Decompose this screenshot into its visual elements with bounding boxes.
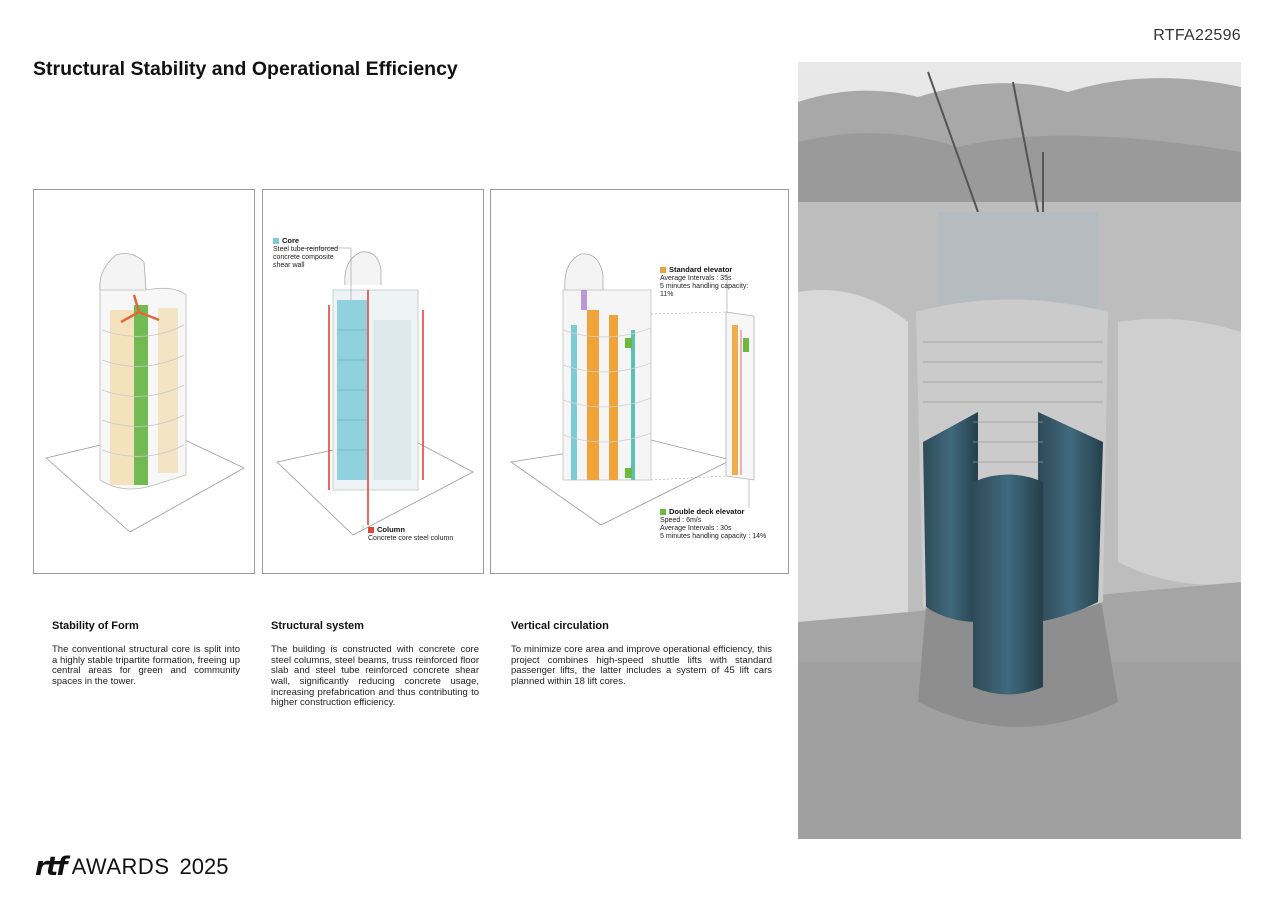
section-heading: Stability of Form xyxy=(52,620,139,632)
section-heading: Structural system xyxy=(271,620,364,632)
section-vertical-circulation xyxy=(511,620,772,688)
page-title: Structural Stability and Operational Efficiency xyxy=(33,58,458,80)
section-heading: Vertical circulation xyxy=(511,620,609,632)
double-deck-desc: Speed : 6m/s Average Intervals : 30s 5 minutes handling capacity : 14% xyxy=(660,516,767,540)
section-body: The conventional structural core is split into a highly stable tripartite formation, freeing up central areas for green and community spaces in the tower. xyxy=(52,644,240,687)
tripartite-tower-diagram xyxy=(34,190,255,574)
rtf-logo: rtf xyxy=(35,852,66,882)
section-body: To minimize core area and improve operational efficiency, this project combines high-speed shuttle lifts with standard passenger lifts, the latter includes a system of 45 lift cars planned within 18 lift cores. xyxy=(511,644,772,687)
section-stability-of-form xyxy=(52,620,240,688)
standard-elevator-label: Standard elevator xyxy=(669,265,733,274)
tower-photo-illustration xyxy=(798,62,1241,839)
column-swatch xyxy=(368,527,374,533)
core-swatch xyxy=(273,238,279,244)
section-body: The building is constructed with concrete core steel columns, steel beams, truss reinforced floor slab and steel tube reinforced concrete shear wall, significantly reducing concrete usage, increasing prefabrication and thus contributing to higher construction efficiency. xyxy=(271,644,479,709)
diagram-structural-system xyxy=(262,189,484,574)
awards-year: 2025 xyxy=(179,854,229,879)
core-desc: Steel tube-reinforced concrete composite shear wall xyxy=(273,245,338,269)
standard-elevator-legend xyxy=(660,266,750,299)
core-label: Core xyxy=(282,236,300,245)
double-deck-swatch xyxy=(660,509,666,515)
project-code: RTFA22596 xyxy=(1153,27,1241,44)
tower-construction-photo xyxy=(798,62,1241,839)
section-structural-system xyxy=(271,620,479,709)
standard-elevator-desc: Average Intervals : 35s 5 minutes handling capacity: 11% xyxy=(660,274,749,298)
diagram-stability-of-form xyxy=(33,189,255,574)
column-desc: Concrete core steel column xyxy=(368,534,454,542)
diagram-vertical-circulation xyxy=(490,189,789,574)
column-label: Column xyxy=(377,525,405,534)
rtf-awards-brand xyxy=(35,852,228,882)
standard-elevator-swatch xyxy=(660,267,666,273)
column-legend xyxy=(368,526,480,543)
awards-label: AWARDS xyxy=(71,854,170,879)
double-deck-legend xyxy=(660,508,785,541)
core-legend xyxy=(273,237,353,270)
double-deck-label: Double deck elevator xyxy=(669,507,745,516)
